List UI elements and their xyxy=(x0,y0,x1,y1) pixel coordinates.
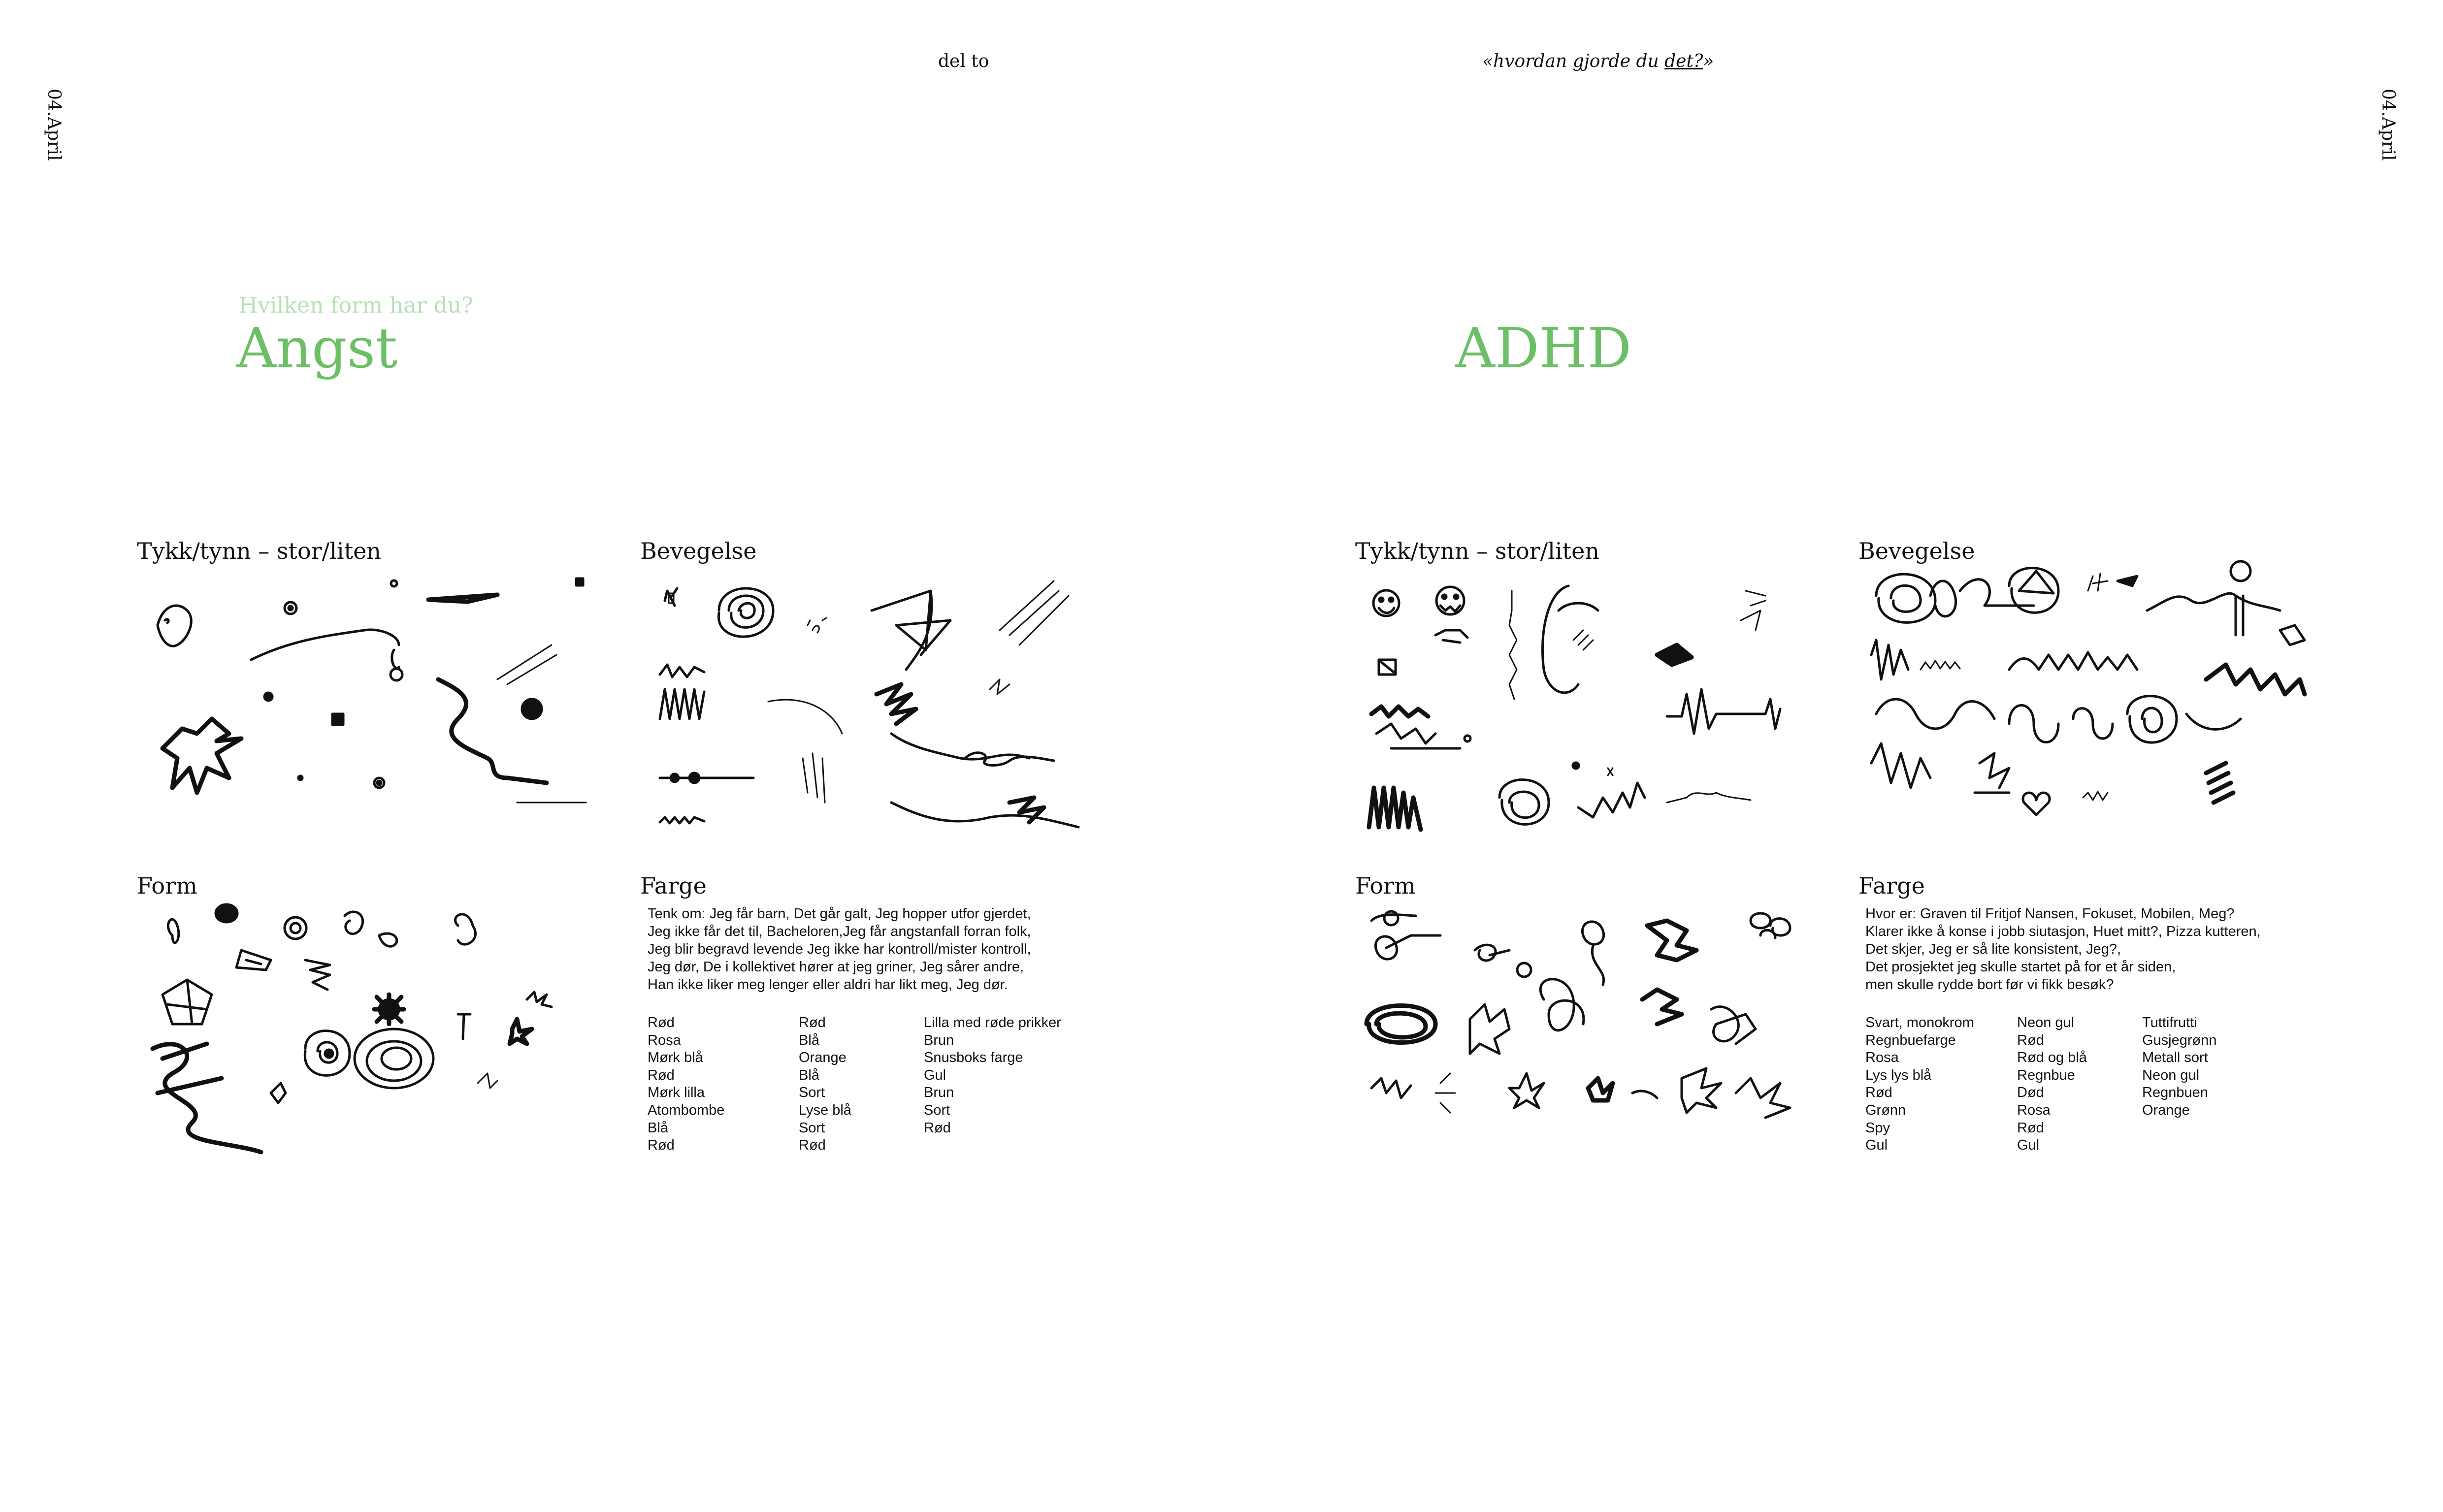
color-text-line: Hvor er: Graven til Fritjof Nansen, Fokuset, Mobilen, Meg? xyxy=(1865,906,2235,922)
list-item: Gul xyxy=(2017,1137,2040,1154)
list-item: Rosa xyxy=(648,1032,681,1048)
drawings-thick-thin-angst xyxy=(143,571,596,807)
list-item: Sort xyxy=(924,1102,950,1118)
list-item: Rød xyxy=(924,1120,951,1136)
scribble-icon xyxy=(645,571,1098,842)
list-item: Gusjegrønn xyxy=(2142,1032,2217,1048)
quote-emphasis: det? xyxy=(1664,51,1703,71)
scribble-icon xyxy=(1362,581,1815,847)
running-head-quote xyxy=(1482,51,1714,71)
color-list-adhd-3 xyxy=(2142,1014,2217,1120)
list-item: Rød xyxy=(1865,1085,1892,1101)
drawings-thick-thin-adhd xyxy=(1362,581,1815,847)
color-text-line: Jeg dør, De i kollektivet hører at jeg griner, Jeg sårer andre, xyxy=(648,959,1024,975)
list-item: Rød xyxy=(799,1137,826,1154)
list-item: Brun xyxy=(924,1085,954,1101)
label-color-left: Farge xyxy=(640,872,707,899)
list-item: Mørk blå xyxy=(648,1050,703,1066)
list-item: Blå xyxy=(799,1067,819,1083)
color-text-line: Det prosjektet jeg skulle startet på for et år siden, xyxy=(1865,959,2176,975)
color-text-line: Det skjer, Jeg er så lite konsistent, Jeg?, xyxy=(1865,941,2121,957)
label-form-right: Form xyxy=(1355,872,1416,899)
color-text-line: Jeg ikke får det til, Bacheloren,Jeg får angstanfall forran folk, xyxy=(648,924,1031,939)
title-adhd: ADHD xyxy=(1455,317,1632,381)
list-item: Rød xyxy=(648,1067,675,1083)
color-text-line: Jeg blir begravd levende Jeg ikke har kontroll/mister kontroll, xyxy=(648,941,1031,957)
list-item: Spy xyxy=(1865,1120,1890,1136)
list-item: Lilla med røde prikker xyxy=(924,1015,1061,1030)
kicker-question: Hvilken form har du? xyxy=(239,293,473,318)
list-item: Orange xyxy=(2142,1102,2190,1118)
color-text-line: Han ikke liker meg lenger eller aldri har likt meg, Jeg dør. xyxy=(648,977,1008,993)
scribble-icon xyxy=(143,896,596,1162)
color-text-line: Klarer ikke å konse i jobb siutasjon, Huet mitt?, Pizza kutteren, xyxy=(1865,924,2261,939)
drawings-form-adhd xyxy=(1362,901,1815,1123)
color-prompt-adhd xyxy=(1865,905,2363,994)
list-item: Rød og blå xyxy=(2017,1050,2087,1066)
list-item: Rød xyxy=(799,1015,826,1030)
label-color-right: Farge xyxy=(1858,872,1925,899)
side-date-left: 04.April xyxy=(44,89,64,161)
list-item: Regnbue xyxy=(2017,1067,2075,1083)
color-list-angst-2 xyxy=(799,1014,851,1155)
drawings-movement-angst xyxy=(645,571,1098,842)
list-item: Rød xyxy=(2017,1120,2044,1136)
list-item: Rosa xyxy=(2017,1102,2051,1118)
color-text-line: men skulle rydde bort før vi fikk besøk? xyxy=(1865,977,2114,993)
list-item: Rosa xyxy=(1865,1050,1899,1066)
list-item: Død xyxy=(2017,1085,2044,1101)
quote-prefix: «hvordan gjorde du xyxy=(1482,51,1665,71)
color-prompt-angst xyxy=(648,905,1130,994)
list-item: Orange xyxy=(799,1050,847,1066)
list-item: Metall sort xyxy=(2142,1050,2208,1066)
scribble-icon xyxy=(143,571,596,807)
color-list-adhd-1 xyxy=(1865,1014,1974,1155)
scribble-icon xyxy=(1362,901,1815,1123)
list-item: Brun xyxy=(924,1032,954,1048)
color-list-adhd-2 xyxy=(2017,1014,2087,1155)
list-item: Lyse blå xyxy=(799,1102,851,1118)
list-item: Lys lys blå xyxy=(1865,1067,1932,1083)
label-movement-left: Bevegelse xyxy=(640,538,757,564)
label-thick-thin-right: Tykk/tynn – stor/liten xyxy=(1355,538,1599,564)
list-item: Regnbuefarge xyxy=(1865,1032,1956,1048)
quote-suffix: » xyxy=(1703,51,1714,71)
list-item: Gul xyxy=(924,1067,946,1083)
list-item: Rød xyxy=(648,1137,675,1154)
label-thick-thin-left: Tykk/tynn – stor/liten xyxy=(137,538,381,564)
list-item: Mørk lilla xyxy=(648,1085,705,1101)
list-item: Neon gul xyxy=(2017,1015,2075,1030)
list-item: Svart, monokrom xyxy=(1865,1015,1974,1030)
list-item: Regnbuen xyxy=(2142,1085,2208,1101)
label-movement-right: Bevegelse xyxy=(1858,538,1975,564)
scribble-icon xyxy=(1861,556,2329,852)
list-item: Rød xyxy=(648,1015,675,1030)
list-item: Tuttifrutti xyxy=(2142,1015,2197,1030)
list-item: Sort xyxy=(799,1085,825,1101)
list-item: Blå xyxy=(799,1032,819,1048)
list-item: Blå xyxy=(648,1120,668,1136)
list-item: Rød xyxy=(2017,1032,2044,1048)
color-list-angst-1 xyxy=(648,1014,724,1155)
color-text-line: Tenk om: Jeg får barn, Det går galt, Jeg hopper utfor gjerdet, xyxy=(648,906,1031,922)
list-item: Snusboks farge xyxy=(924,1050,1023,1066)
list-item: Sort xyxy=(799,1120,825,1136)
list-item: Grønn xyxy=(1865,1102,1906,1118)
drawings-form-angst xyxy=(143,896,596,1162)
list-item: Gul xyxy=(1865,1137,1888,1154)
color-list-angst-3 xyxy=(924,1014,1061,1137)
label-form-left: Form xyxy=(137,872,197,899)
running-head-section: del to xyxy=(938,51,989,71)
drawings-movement-adhd xyxy=(1861,556,2329,852)
side-date-right: 04.April xyxy=(2378,89,2398,161)
title-angst: Angst xyxy=(236,317,398,381)
list-item: Neon gul xyxy=(2142,1067,2200,1083)
list-item: Atombombe xyxy=(648,1102,725,1118)
